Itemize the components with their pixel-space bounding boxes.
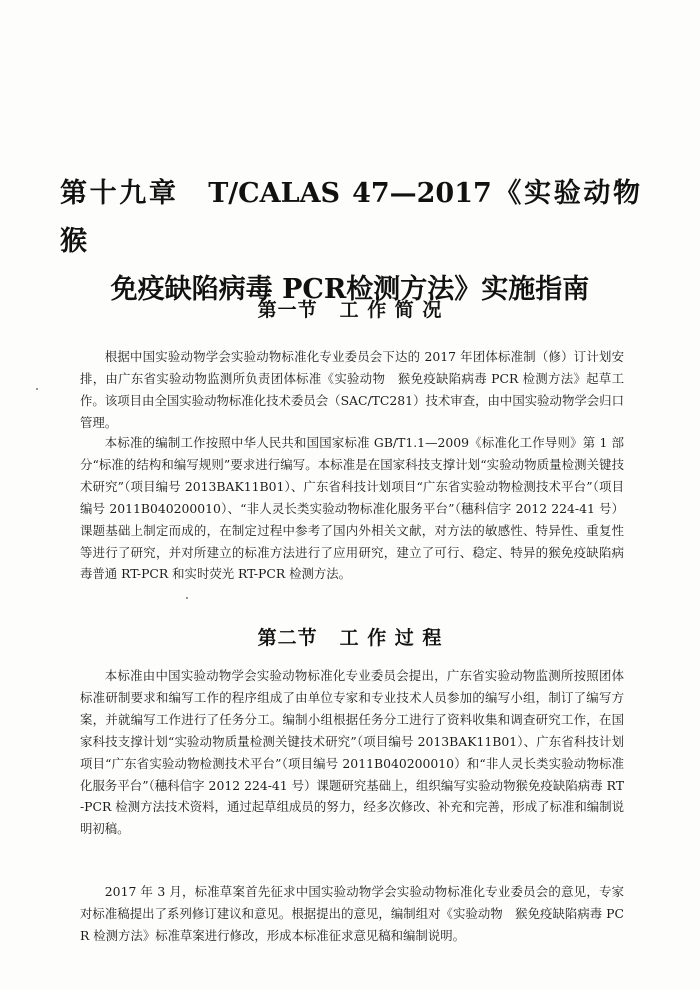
section-2-number: 第二节 <box>257 627 318 649</box>
section-2-title: 工 作 过 程 <box>339 627 443 649</box>
section-2-paragraph-2: 2017 年 3 月，标准草案首先征求中国实验动物学会实验动物标准化专业委员会的意见，专家对标准稿提出了系列修订建议和意见。根据提出的意见，编制组对《实验动物 猴免疫缺陷病毒 PCR 检测方法》标准草案进行修改，形成本标准征求意见稿和编制说明。 <box>80 884 624 943</box>
chapter-title <box>60 170 667 314</box>
section-1-title: 工 作 简 况 <box>339 299 443 321</box>
section-1-paragraph-2: 本标准的编制工作按照中华人民共和国国家标准 GB/T1.1—2009《标准化工作导则》第 1 部分“标准的结构和编写规则”要求进行编写。本标准是在国家科技支撑计划“实验动物质量检测关键技术研究”（项目编号 2013BAK11B01）、广东省科技计划项目“广东省实验动物检测技术平台”（项目编号 2011B040200010）、“非人灵长类实验动物标准化服务平台”（穗科信字 2012 224-41 号）课题基础上制定而成的，在制定过程中参考了国内外相关文献，对方法的敏感性、特异性、重复性等进行了研究，并对所建立的标准方法进行了应用研究，建立了可行、稳定、特异的猴免疫缺陷病毒普通 RT-PCR 和实时荧光 RT-PCR 检测方法。 <box>80 435 624 582</box>
section-heading-1 <box>0 295 700 322</box>
section-heading-2 <box>0 623 700 650</box>
scan-speck <box>186 597 188 599</box>
scan-speck <box>36 388 38 390</box>
section-1-number: 第一节 <box>257 299 318 321</box>
section-2-paragraph-1: 本标准由中国实验动物学会实验动物标准化专业委员会提出，广东省实验动物监测所按照团体标准研制要求和编写工作的程序组成了由单位专家和专业技术人员参加的编写小组，制订了编写方案，并就编写工作进行了任务分工。编制小组根据任务分工进行了资料收集和调查研究工作，在国家科技支撑计划“实验动物质量检测关键技术研究”（项目编号 2013BAK11B01）、广东省科技计划项目“广东省实验动物检测技术平台”（项目编号 2011B040200010）和“非人灵长类实验动物标准化服务平台”（穗科信字 2012 224-41 号）课题研究基础上，组织编写实验动物猴免疫缺陷病毒 RT-PCR 检测方法技术资料，通过起草组成员的努力，经多次修改、补充和完善，形成了标准和编制说明初稿。 <box>80 668 624 837</box>
chapter-title-line1: 第十九章 T/CALAS 47—2017《实验动物 猴 <box>60 178 667 257</box>
section-1-paragraph-1: 根据中国实验动物学会实验动物标准化专业委员会下达的 2017 年团体标准制（修）订计划安排，由广东省实验动物监测所负责团体标准《实验动物 猴免疫缺陷病毒 PCR 检测方法》起草工作。该项目由全国实验动物标准化技术委员会（SAC/TC281）技术审查，由中国实验动物学会归口管理。 <box>80 349 624 430</box>
chapter-title-line2: 免疫缺陷病毒 PCR检测方法》实施指南 <box>110 274 590 305</box>
